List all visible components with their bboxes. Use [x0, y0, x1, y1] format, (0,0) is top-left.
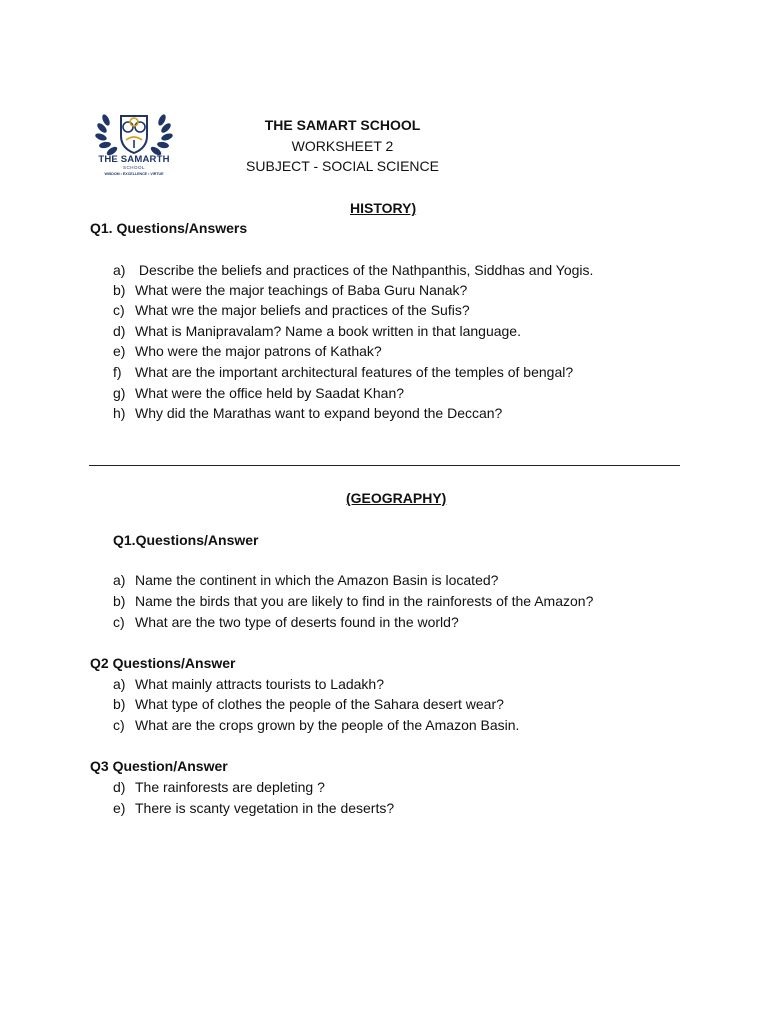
question-text: What type of clothes the people of the Sahara desert wear?: [135, 696, 504, 712]
geography-question-item: [113, 715, 519, 735]
list-marker: a): [113, 572, 126, 588]
worksheet-title: WORKSHEET 2: [291, 138, 394, 154]
history-question-item: [113, 260, 593, 280]
list-marker: c): [113, 302, 125, 318]
list-marker: b): [113, 282, 126, 298]
question-text: Why did the Marathas want to expand beyond the Deccan?: [135, 405, 503, 421]
geography-q2-title: Q2 Questions/Answer: [90, 655, 236, 671]
geography-q3-title: Q3 Question/Answer: [90, 758, 228, 774]
question-text: What are the crops grown by the people of the Amazon Basin.: [135, 717, 520, 733]
history-heading: HISTORY): [350, 200, 417, 216]
geography-question-item: [113, 694, 504, 714]
geography-question-item: [113, 798, 394, 818]
geography-question-item: [113, 612, 459, 632]
question-text: Who were the major patrons of Kathak?: [135, 343, 382, 359]
history-question-item: [113, 280, 467, 300]
question-text: What is Manipravalam? Name a book written in that language.: [135, 323, 521, 339]
section-divider: [89, 465, 680, 466]
list-marker: h): [113, 405, 126, 421]
history-question-item: [113, 321, 521, 341]
list-marker: f): [113, 364, 122, 380]
school-logo: [88, 110, 180, 185]
history-question-item: [113, 362, 573, 382]
question-text: Describe the beliefs and practices of the Nathpanthis, Siddhas and Yogis.: [135, 262, 594, 278]
question-text: The rainforests are depleting ?: [135, 779, 325, 795]
question-text: What are the important architectural features of the temples of bengal?: [135, 364, 574, 380]
list-marker: c): [113, 614, 125, 630]
history-question-item: [113, 403, 502, 423]
list-marker: b): [113, 696, 126, 712]
question-text: What mainly attracts tourists to Ladakh?: [135, 676, 384, 692]
list-marker: a): [113, 262, 126, 278]
geography-question-item: [113, 674, 384, 694]
list-marker: e): [113, 343, 126, 359]
history-question-item: [113, 383, 404, 403]
history-q1-title: Q1. Questions/Answers: [90, 220, 248, 236]
list-marker: g): [113, 385, 126, 401]
question-text: Name the birds that you are likely to find in the rainforests of the Amazon?: [135, 593, 594, 609]
history-question-item: [113, 341, 382, 361]
subject-title: SUBJECT - SOCIAL SCIENCE: [246, 158, 439, 174]
geography-question-item: [113, 570, 498, 590]
list-marker: d): [113, 323, 126, 339]
geography-heading: (GEOGRAPHY): [346, 490, 447, 506]
logo-school-name: THE SAMARTH: [98, 154, 170, 165]
school-title: THE SAMART SCHOOL: [264, 117, 421, 133]
geography-question-item: [113, 777, 325, 797]
question-text: Name the continent in which the Amazon Basin is located?: [135, 572, 499, 588]
logo-motto: WISDOM • EXCELLENCE • VIRTUE: [104, 172, 164, 176]
question-text: What wre the major beliefs and practices of the Sufis?: [135, 302, 470, 318]
geography-q1-title: Q1.Questions/Answer: [113, 532, 259, 548]
list-marker: c): [113, 717, 125, 733]
laurel-emblem-icon: [88, 110, 180, 158]
list-marker: a): [113, 676, 126, 692]
question-text: There is scanty vegetation in the deserts?: [135, 800, 395, 816]
list-marker: e): [113, 800, 126, 816]
geography-question-item: [113, 591, 593, 611]
list-marker: b): [113, 593, 126, 609]
logo-school-sub: SCHOOL: [122, 165, 145, 170]
question-text: What were the office held by Saadat Khan?: [135, 385, 405, 401]
history-question-item: [113, 300, 470, 320]
question-text: What were the major teachings of Baba Guru Nanak?: [135, 282, 468, 298]
question-text: What are the two type of deserts found in the world?: [135, 614, 459, 630]
list-marker: d): [113, 779, 126, 795]
